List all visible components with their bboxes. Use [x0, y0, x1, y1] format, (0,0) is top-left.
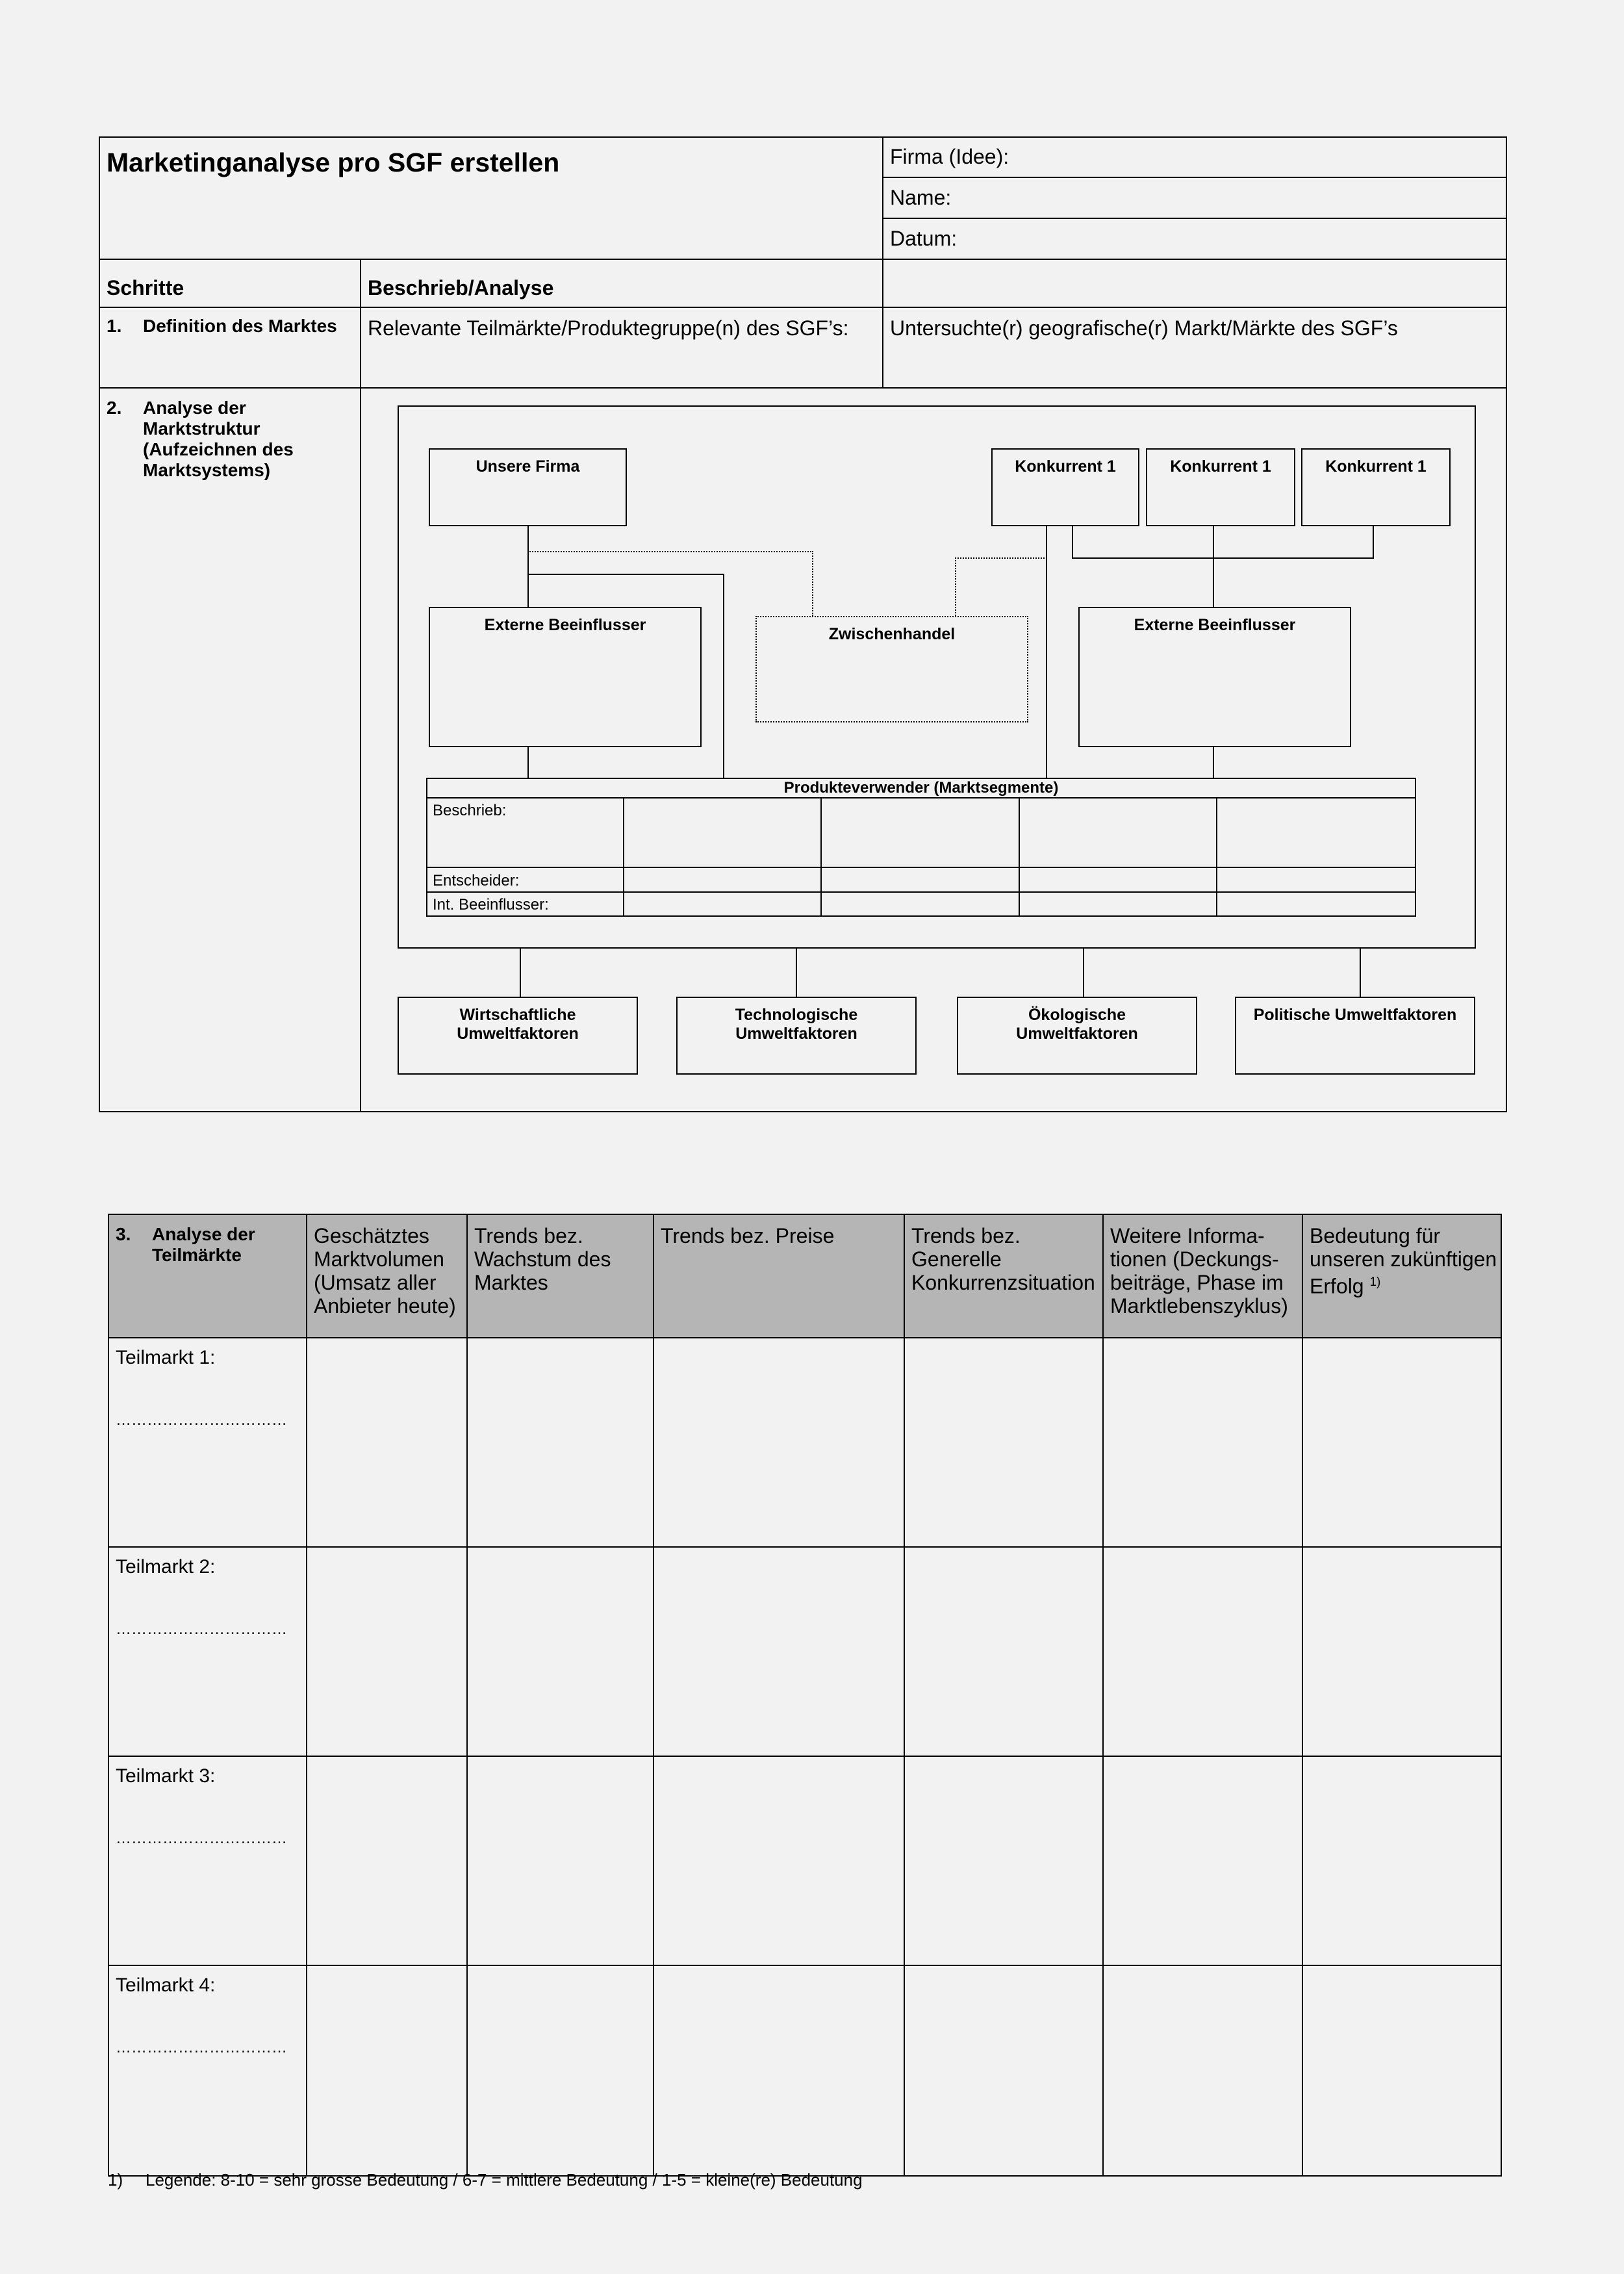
header-line: Trends bez. — [474, 1224, 583, 1247]
wirtschaftliche-umweltfaktoren — [398, 997, 638, 1075]
factor-line: Umweltfaktoren — [735, 1025, 857, 1043]
konkurrent-box-3: Konkurrent 1 — [1301, 448, 1451, 526]
header-text: Erfolg — [1310, 1274, 1364, 1298]
table3-row-line — [108, 1337, 1502, 1338]
form-border-left — [99, 136, 100, 1112]
step1-teilmaerkte: Relevante Teilmärkte/Produktegruppe(n) des SGF’s: — [368, 316, 849, 340]
connector — [527, 746, 529, 779]
header-line: (Umsatz aller — [314, 1271, 437, 1294]
col-schritte: Schritte — [107, 276, 184, 300]
politische-umweltfaktoren — [1235, 997, 1475, 1075]
step1-line — [99, 387, 1507, 389]
pv-line — [426, 797, 1416, 798]
table3-row-line — [108, 1756, 1502, 1757]
header-line — [99, 259, 1507, 260]
footnote — [108, 2170, 863, 2190]
teilmarkt-4-label: Teilmarkt 4: — [116, 1974, 216, 1996]
teilmarkt-2-label: Teilmarkt 2: — [116, 1556, 216, 1578]
connector — [1072, 557, 1374, 559]
connector — [520, 947, 521, 998]
externe-beeinflusser-left: Externe Beeinflusser — [429, 607, 702, 747]
factor-line: Wirtschaftliche — [459, 1006, 576, 1024]
header-line: tionen (Deckungs- — [1110, 1247, 1279, 1271]
factor-line: Umweltfaktoren — [457, 1025, 579, 1043]
konkurrent-box-2: Konkurrent 1 — [1146, 448, 1295, 526]
step2-line: Analyse der — [143, 398, 246, 418]
teilmarkt-1-dots[interactable]: …………………………… — [116, 1411, 287, 1429]
header-bedeutung — [1310, 1224, 1497, 1298]
connector — [527, 574, 724, 575]
connector-dotted — [955, 557, 1047, 559]
step1-geografisch: Untersuchte(r) geografische(r) Markt/Märkte des SGF’s — [890, 316, 1398, 340]
oekologische-umweltfaktoren — [957, 997, 1197, 1075]
factor-line: Technologische — [735, 1006, 858, 1024]
pv-col — [820, 797, 822, 917]
teilmarkt-3-dots[interactable]: …………………………… — [116, 1830, 287, 1847]
zwischenhandel-box: Zwischenhandel — [755, 616, 1028, 722]
header-line: Geschätztes — [314, 1224, 429, 1247]
pv-entscheider: Entscheider: — [433, 872, 520, 889]
step1-text: Definition des Marktes — [143, 316, 337, 336]
externe-beeinflusser-right: Externe Beeinflusser — [1078, 607, 1351, 747]
unsere-firma-box: Unsere Firma — [429, 448, 627, 526]
step3-line: Analyse der — [152, 1224, 255, 1244]
header-line — [1310, 1271, 1497, 1298]
form-border-top — [99, 136, 1507, 138]
step2-text — [143, 398, 294, 481]
header-konkurrenz — [911, 1224, 1095, 1294]
header-line: Bedeutung für — [1310, 1224, 1441, 1247]
header-wachstum — [474, 1224, 611, 1294]
connector — [796, 947, 797, 998]
connector — [1072, 525, 1073, 559]
connector-dotted — [812, 551, 813, 616]
step2-line: Marktstruktur — [143, 418, 260, 439]
footnote-clip — [108, 2170, 1502, 2190]
produkteverwender-table — [426, 778, 1416, 917]
firma-line — [882, 177, 1507, 178]
pv-col — [1216, 797, 1217, 917]
connector — [1360, 947, 1361, 998]
connector — [1373, 525, 1374, 559]
table3-col — [904, 1214, 905, 2177]
step2-line: Marktsystems) — [143, 460, 271, 480]
header-line: Anbieter heute) — [314, 1294, 456, 1318]
header-line: Wachstum des — [474, 1247, 611, 1271]
header-line: Weitere Informa- — [1110, 1224, 1265, 1247]
pv-int-beeinflusser: Int. Beeinflusser: — [433, 896, 549, 913]
col-beschrieb: Beschrieb/Analyse — [368, 276, 554, 300]
footnote-text: Legende: 8-10 = sehr grosse Bedeutung / 6-7 = mittlere Bedeutung / 1-5 = kleine(re) Bedeutung — [146, 2170, 863, 2190]
header-line: Trends bez. — [911, 1224, 1021, 1247]
step1-number: 1. — [107, 316, 122, 336]
factor-line: Ökologische — [1028, 1006, 1126, 1024]
step2-line: (Aufzeichnen des — [143, 439, 294, 459]
technologische-umweltfaktoren — [676, 997, 917, 1075]
pv-line — [426, 891, 1416, 893]
firma-label: Firma (Idee): — [890, 145, 1009, 168]
header-line: Marktes — [474, 1271, 548, 1294]
produkteverwender-title: Produkteverwender (Marktsegmente) — [783, 779, 1059, 797]
connector — [1046, 525, 1047, 779]
connector — [527, 525, 529, 608]
header-line: Generelle — [911, 1247, 1002, 1271]
header-line: beiträge, Phase im — [1110, 1271, 1284, 1294]
table3-row-line — [108, 1965, 1502, 1966]
table3 — [108, 1214, 1502, 2177]
table3-col — [466, 1214, 468, 2177]
pv-line — [426, 867, 1416, 868]
connector — [723, 574, 724, 779]
konkurrent-box-1: Konkurrent 1 — [991, 448, 1139, 526]
teilmarkt-1-label: Teilmarkt 1: — [116, 1347, 216, 1368]
header-line: unseren zukünftigen — [1310, 1247, 1497, 1271]
pv-col — [1019, 797, 1020, 917]
step3-line: Teilmärkte — [152, 1245, 242, 1265]
teilmarkt-3-label: Teilmarkt 3: — [116, 1765, 216, 1787]
steps-col-divider — [360, 259, 361, 1112]
header-line: Marktvolumen — [314, 1247, 444, 1271]
connector — [1213, 525, 1214, 608]
connector — [1213, 746, 1214, 779]
table3-col — [653, 1214, 654, 2177]
step1-col-divider — [882, 307, 883, 389]
pv-col — [623, 797, 624, 917]
factor-line: Politische Umweltfaktoren — [1253, 1006, 1457, 1024]
teilmarkt-2-dots[interactable]: …………………………… — [116, 1620, 287, 1638]
datum-label: Datum: — [890, 227, 958, 250]
step3-text — [152, 1224, 255, 1266]
form-border-bottom — [99, 1111, 1507, 1112]
footnote-marker: 1) — [1369, 1275, 1381, 1289]
header-preise — [661, 1224, 834, 1247]
step2-number: 2. — [107, 398, 122, 418]
name-label: Name: — [890, 186, 952, 209]
header-line: Konkurrenzsituation — [911, 1271, 1095, 1294]
header-line: Trends bez. Preise — [661, 1224, 835, 1247]
pv-beschrieb: Beschrieb: — [433, 802, 507, 819]
table3-col — [306, 1214, 307, 2177]
header-line: Marktlebenszyklus) — [1110, 1294, 1288, 1318]
step3-number: 3. — [116, 1224, 131, 1244]
factor-line: Umweltfaktoren — [1016, 1025, 1138, 1043]
footnote-number: 1) — [108, 2170, 123, 2190]
col-header-line — [99, 307, 1507, 308]
connector-dotted — [527, 551, 813, 552]
connector-dotted — [955, 557, 956, 616]
table3-col — [1102, 1214, 1104, 2177]
teilmarkt-4-dots[interactable]: …………………………… — [116, 2039, 287, 2056]
table3-col — [1302, 1214, 1303, 2177]
header-marktvolumen — [314, 1224, 456, 1318]
form-title: Marketinganalyse pro SGF erstellen — [107, 147, 560, 177]
form-border-right — [1506, 136, 1507, 1112]
table3-row-line — [108, 1546, 1502, 1548]
connector — [1083, 947, 1084, 998]
header-weitere-infos — [1110, 1224, 1288, 1318]
name-line — [882, 218, 1507, 219]
